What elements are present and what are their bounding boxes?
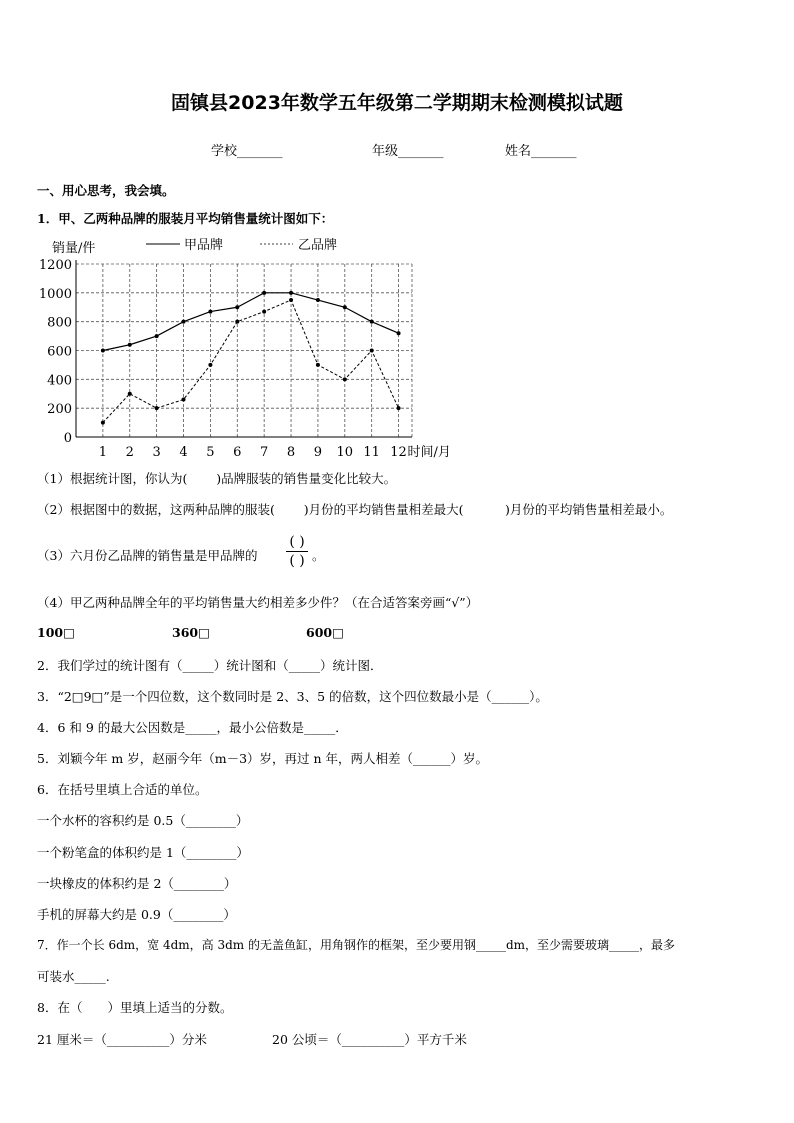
x-tick-label: 8 (286, 445, 296, 460)
question-8-item-a: 21 厘米＝（__________）分米 (37, 1032, 207, 1047)
name-field[interactable]: 姓名_______ (505, 144, 577, 159)
x-tick-label: 2 (125, 445, 134, 460)
data-point (182, 320, 186, 324)
data-point (262, 291, 266, 295)
fraction-denominator: ( ) (289, 553, 305, 569)
question-7-line-1: 7．作一个长 6dm，宽 4dm，高 3dm 的无盖鱼缸，用角钢作的框架，至少要用钢_____dm，至少需要玻璃_____，最多 (37, 938, 676, 952)
fraction-blank[interactable] (286, 534, 308, 569)
x-tick-label: 11 (363, 445, 380, 460)
x-tick-label: 1 (98, 445, 108, 460)
legend-label: 乙品牌 (298, 238, 338, 253)
y-tick-label: 800 (47, 315, 72, 331)
y-axis-label: 销量/件 (52, 241, 96, 256)
x-axis-label: 时间/月 (407, 445, 451, 460)
question-8-item-b: 20 公顷＝（__________）平方千米 (272, 1032, 467, 1047)
data-point (397, 331, 401, 335)
fraction-bar (286, 551, 308, 552)
question-6-item: 一个粉笔盒的体积约是 1（________） (37, 845, 249, 860)
question-8: 8．在（ ）里填上适当的分数。 (37, 1000, 233, 1015)
series-line-yi (103, 300, 399, 423)
x-tick-label: 9 (313, 445, 323, 460)
data-point (289, 298, 293, 302)
question-6: 6．在括号里填上合适的单位。 (37, 782, 208, 797)
x-tick-label: 5 (206, 445, 215, 460)
question-1-part-3-end: 。 (312, 548, 325, 563)
data-point (128, 392, 132, 396)
x-tick-label: 7 (260, 445, 269, 460)
school-field[interactable]: 学校_______ (211, 144, 283, 159)
question-7-line-2: 可装水_____. (37, 969, 110, 984)
data-point (289, 291, 293, 295)
sales-line-chart (30, 232, 470, 460)
data-point (343, 305, 347, 309)
question-2: 2．我们学过的统计图有（_____）统计图和（_____）统计图． (37, 658, 383, 673)
data-point (101, 421, 105, 425)
data-point (208, 363, 212, 367)
legend-label: 甲品牌 (184, 238, 224, 253)
option-600[interactable]: 600□ (306, 625, 344, 640)
data-point (208, 310, 212, 314)
x-tick-label: 10 (336, 445, 354, 460)
y-tick-label: 400 (47, 373, 72, 389)
data-point (343, 377, 347, 381)
y-tick-label: 600 (47, 344, 72, 360)
question-1-part-2: （2）根据图中的数据，这两种品牌的服装( )月份的平均销售量相差最大( )月份的平均销售量相差最小。 (37, 502, 673, 517)
data-point (128, 343, 132, 347)
question-6-item: 一个水杯的容积约是 0.5（________） (37, 813, 249, 828)
x-tick-label: 3 (152, 445, 161, 460)
x-tick-label: 4 (179, 445, 188, 460)
option-360[interactable]: 360□ (172, 625, 210, 640)
x-tick-label: 6 (233, 445, 242, 460)
option-100[interactable]: 100□ (37, 625, 75, 640)
section-heading: 一、用心思考，我会填。 (37, 183, 175, 198)
question-1-part-1: （1）根据统计图，你认为( )品牌服装的销售量变化比较大。 (37, 471, 397, 486)
data-point (262, 310, 266, 314)
data-point (155, 406, 159, 410)
question-6-item: 手机的屏幕大约是 0.9（________） (37, 907, 236, 922)
data-point (370, 349, 374, 353)
data-point (316, 363, 320, 367)
data-point (101, 349, 105, 353)
y-tick-label: 1000 (38, 286, 72, 302)
question-1: 1．甲、乙两种品牌的服装月平均销售量统计图如下： (37, 211, 334, 226)
data-point (182, 398, 186, 402)
y-tick-label: 0 (63, 431, 72, 446)
question-5: 5．刘颖今年 m 岁，赵丽今年（m－3）岁，再过 n 年，两人相差（______）岁。 (37, 751, 489, 766)
y-tick-label: 200 (47, 402, 72, 418)
page-title: 固镇县2023年数学五年级第二学期期末检测模拟试题 (171, 92, 623, 114)
data-point (316, 298, 320, 302)
question-1-part-3: （3）六月份乙品牌的销售量是甲品牌的 (37, 548, 258, 563)
y-tick-label: 1200 (38, 258, 72, 273)
question-1-part-4: （4）甲乙两种品牌全年的平均销售量大约相差多少件？（在合适答案旁画“√”） (37, 595, 479, 610)
data-point (155, 334, 159, 338)
data-point (235, 305, 239, 309)
question-6-item: 一块橡皮的体积约是 2（________） (37, 876, 237, 891)
grade-field[interactable]: 年级_______ (372, 144, 444, 159)
x-tick-label: 12 (390, 445, 407, 460)
question-3: 3．“2□9□”是一个四位数，这个数同时是 2、3、5 的倍数，这个四位数最小是（______）。 (37, 689, 548, 704)
data-point (370, 320, 374, 324)
fraction-numerator: ( ) (289, 534, 305, 550)
data-point (235, 320, 239, 324)
data-point (397, 406, 401, 410)
question-4: 4．6 和 9 的最大公因数是_____，最小公倍数是_____． (37, 720, 348, 735)
